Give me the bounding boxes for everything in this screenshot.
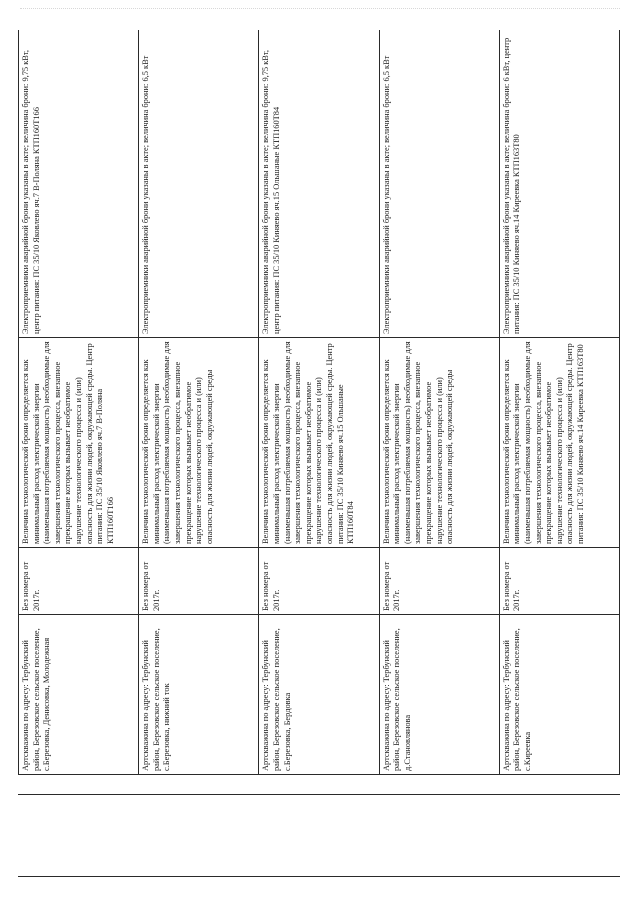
- table-row: [19, 30, 139, 775]
- act-number-cell: Без номера от 2017г.: [499, 548, 619, 615]
- page-footer-lines: [18, 790, 620, 886]
- divider-line: [18, 794, 620, 795]
- backup-info-cell: Электроприемники аварийной брони указаны в акте; величина брони: 9,75 кВт, центр питания: ПС 35/10 Яковлево яч.7 В-Поляна КТП160Т166: [19, 30, 139, 338]
- table-row: [379, 30, 499, 775]
- table-row: [499, 30, 619, 775]
- backup-info-cell: Электроприемники аварийной брони указаны в акте; величина брони: 9,75 кВт, центр питания: ПС 35/10 Киняево яч.15 Ольшаные КТП160Т84: [259, 30, 379, 338]
- act-number-cell: Без номера от 2017г.: [259, 548, 379, 615]
- object-name-cell: Артскважина по адресу: Тербунский район, Березовское сельское поселение, д.Становлянова: [379, 615, 499, 775]
- object-name-cell: Артскважина по адресу: Тербунский район, Березовское сельское поселение, с.Березовка, Денисовка, Молодежная: [19, 615, 139, 775]
- description-cell: Величина технологической брони определяется как минимальный расход электрической энергии (наименьшая потребляемая мощность) необходимые для завершения технологического процесса, внезапное прекращение которых вызывает необратимое нарушение технологического процесса и (или) опасность для жизни людей, окружающей среды. Центр питания: ПС 35/10 Киняево яч.15 Ольшаные КТП160Т84: [259, 338, 379, 548]
- act-number-cell: Без номера от 2017г.: [139, 548, 259, 615]
- table-row: [259, 30, 379, 775]
- backup-info-cell: Электроприемники аварийной брони указаны в акте; величина брони: 6 кВт, центр питания: ПС 35/10 Киняево яч.14 Киреевка КТП163Т80: [499, 30, 619, 338]
- act-number-cell: Без номера от 2017г.: [19, 548, 139, 615]
- object-name-cell: Артскважина по адресу: Тербунский район, Березовское сельское поселение, с.Березовка, нижний ток: [139, 615, 259, 775]
- description-cell: Величина технологической брони определяется как минимальный расход электрической энергии (наименьшая потребляемая мощность) необходимые для завершения технологического процесса, внезапное прекращение которых вызывает необратимое нарушение технологического процесса и (или) опасность для жизни людей, окружающей среды. Центр питания: ПС 35/10 Яковлево яч.7 В-Полянa КТП160Т166: [19, 338, 139, 548]
- description-cell: Величина технологической брони определяется как минимальный расход электрической энергии (наименьшая потребляемая мощность) необходимые для завершения технологического процесса, внезапное прекращение которых вызывает необратимое нарушение технологического процесса и (или) опасность для жизни людей, окружающей среды: [379, 338, 499, 548]
- backup-info-cell: Электроприемники аварийной брони указаны в акте; величина брони: 6,5 кВт: [139, 30, 259, 338]
- object-name-cell: Артскважина по адресу: Тербунский район, Березовское сельское поселение, с.Березовка, Бердовка: [259, 615, 379, 775]
- object-name-cell: Артскважина по адресу: Тербунский район, Березовское сельское поселение, с.Киреевка: [499, 615, 619, 775]
- document-page: [18, 30, 620, 775]
- description-cell: Величина технологической брони определяется как минимальный расход электрической энергии (наименьшая потребляемая мощность) необходимые для завершения технологического процесса, внезапное прекращение которых вызывает необратимое нарушение технологического процесса и (или) опасность для жизни людей, окружающей среды: [139, 338, 259, 548]
- table-row: [139, 30, 259, 775]
- scan-noise: [20, 8, 620, 11]
- act-number-cell: Без номера от 2017г.: [379, 548, 499, 615]
- description-cell: Величина технологической брони определяется как минимальный расход электрической энергии (наименьшая потребляемая мощность) необходимые для завершения технологического процесса, внезапное прекращение которых вызывает необратимое нарушение технологического процесса и (или) опасность для жизни людей, окружающей среды. Центр питания: ПС 35/10 Киняево яч.14 Киреевка КТП163Т80: [499, 338, 619, 548]
- backup-power-table: [18, 30, 620, 775]
- backup-info-cell: Электроприемники аварийной брони указаны в акте; величина брони: 6,5 кВт: [379, 30, 499, 338]
- divider-line: [18, 876, 620, 877]
